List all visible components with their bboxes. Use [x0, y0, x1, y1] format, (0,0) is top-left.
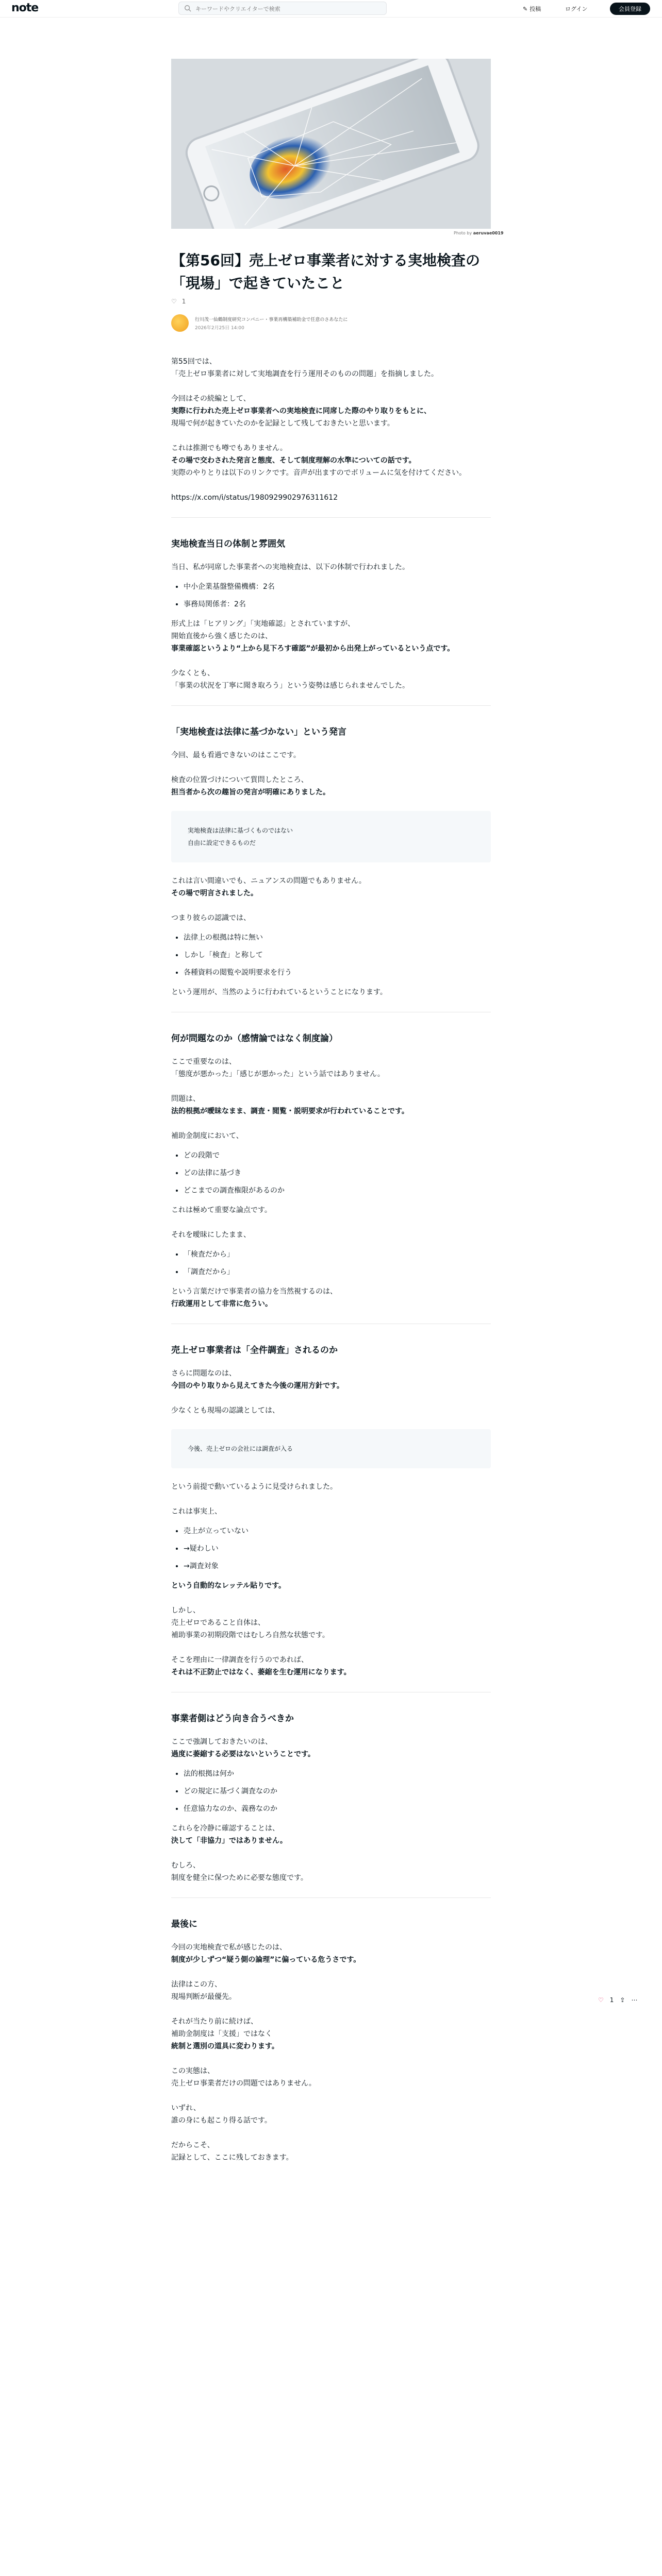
blockquote — [171, 811, 491, 862]
article — [171, 249, 491, 2164]
divider — [171, 517, 491, 518]
paragraph: これは推測でも噂でもありません。 — [171, 444, 287, 452]
post-button[interactable] — [519, 3, 545, 14]
pencil-icon: ✎ — [523, 5, 528, 12]
paragraph: 開始直後から強く感じたのは、 — [171, 632, 272, 640]
author-name[interactable]: 行川茂一仙鶴制度研究コンパニー・事業再構築補助金で任意のさあなたに — [195, 317, 348, 323]
divider — [171, 1897, 491, 1898]
floating-actions — [598, 1996, 637, 2004]
heart-icon[interactable]: ♡ — [598, 1996, 604, 2004]
share-icon[interactable]: ⇪ — [620, 1996, 625, 2004]
paragraph: 事業確認というより“上から見下ろす確認”が最初から出発上がっているという点です。 — [171, 645, 455, 653]
more-icon[interactable]: ⋯ — [631, 1996, 638, 2004]
paragraph: 行政運用として非常に危うい。 — [171, 1300, 272, 1308]
list-item: • しかし「検査」と称して — [184, 949, 491, 961]
list — [171, 1149, 491, 1197]
paragraph: さらに問題なのは、 — [171, 1369, 236, 1378]
paragraph: という自動的なレッテル貼りです。 — [171, 1582, 286, 1590]
list-item: • 「調査だから」 — [184, 1266, 491, 1278]
paragraph: これは言い間違いでも、ニュアンスの問題でもありません。 — [171, 877, 366, 885]
paragraph: 補助金制度において、 — [171, 1132, 243, 1140]
paragraph: それを曖昧にしたまま、 — [171, 1231, 251, 1239]
paragraph: 記録として、ここに残しておきます。 — [171, 2154, 293, 2162]
paragraph: 法律はこの方、 — [171, 1980, 222, 1989]
paragraph: 担当者から次の趣旨の発言が明確にありました。 — [171, 788, 330, 796]
article-title: 【第56回】売上ゼロ事業者に対する実地検査の「現場」で起きていたこと — [171, 252, 480, 292]
paragraph: 今回の実地検査で私が感じたのは、 — [171, 1943, 287, 1952]
paragraph: 制度が少しずつ“疑う側の論理”に偏っている危うさです。 — [171, 1956, 361, 1964]
paragraph: 問題は、 — [171, 1095, 200, 1103]
heart-icon[interactable]: ♡ — [171, 298, 177, 305]
list — [171, 1248, 491, 1278]
author-block[interactable] — [171, 314, 491, 332]
paragraph: という言葉だけで事業者の協力を当然視するのは、 — [171, 1287, 337, 1296]
paragraph: 当日、私が同席した事業者への実地検査は、以下の体制で行われました。 — [171, 563, 409, 571]
quote-line: 自由に設定できるものだ — [188, 839, 256, 846]
section-heading: 事業者側はどう向き合うべきか — [171, 1714, 294, 1724]
paragraph: その場で明言されました。 — [171, 889, 258, 897]
paragraph: むしろ、 — [171, 1861, 200, 1870]
search-icon — [184, 5, 191, 12]
paragraph: 制度を健全に保つために必要な態度です。 — [171, 1874, 308, 1882]
paragraph: 誰の身にも起こり得る話です。 — [171, 2116, 272, 2125]
list-item: • →調査対象 — [184, 1560, 491, 1572]
paragraph: この実態は、 — [171, 2067, 214, 2075]
paragraph: その場で交わされた発言と態度、そして制度理解の水準についての話です。 — [171, 456, 416, 465]
post-label: 投稿 — [529, 6, 541, 12]
paragraph: 法的根拠が曖昧なまま、調査・閲覧・説明要求が行われていることです。 — [171, 1107, 409, 1115]
credit-author[interactable]: aeruvae0019 — [473, 231, 504, 235]
list-item: • 任意協力なのか、義務なのか — [184, 1803, 491, 1815]
list-item: • どの段階で — [184, 1149, 491, 1162]
paragraph: 売上ゼロであること自体は、 — [171, 1619, 265, 1627]
list-item: • 法的根拠は何か — [184, 1768, 491, 1780]
paragraph: これは極めて重要な論点です。 — [171, 1206, 272, 1214]
section-heading: 実地検査当日の体制と雰囲気 — [171, 539, 285, 549]
section-heading: 何が問題なのか（感情論ではなく制度論） — [171, 1033, 338, 1044]
list-item: • 中小企業基盤整備機構：2名 — [184, 581, 491, 593]
paragraph: 「態度が悪かった」「感じが悪かった」という話ではありません。 — [171, 1070, 385, 1078]
section-heading: 「実地検査は法律に基づかない」という発言 — [171, 727, 346, 737]
paragraph: ここで強調しておきたいのは、 — [171, 1738, 272, 1746]
list-item: • 各種資料の閲覧や説明要求を行う — [184, 967, 491, 979]
article-body — [171, 355, 491, 2164]
paragraph: それは不正防止ではなく、萎縮を生む運用になります。 — [171, 1668, 351, 1676]
paragraph: だからこそ、 — [171, 2141, 214, 2149]
paragraph: 補助金制度は「支援」ではなく — [171, 2030, 272, 2038]
paragraph: 「売上ゼロ事業者に対して実地調査を行う運用そのものの問題」を指摘しました。 — [171, 370, 438, 378]
list-item: • どの法律に基づき — [184, 1167, 491, 1179]
paragraph: 今回のやり取りから見えてきた今後の運用方針です。 — [171, 1382, 344, 1390]
paragraph: これらを冷静に確認することは、 — [171, 1824, 279, 1833]
list-item: • どの規定に基づく調査なのか — [184, 1785, 491, 1798]
section-heading: 売上ゼロ事業者は「全件調査」されるのか — [171, 1345, 338, 1355]
list-item: • →疑わしい — [184, 1543, 491, 1555]
paragraph: 「事業の状況を丁寧に聞き取ろう」という姿勢は感じられませんでした。 — [171, 682, 409, 690]
avatar[interactable] — [171, 314, 189, 332]
paragraph: それが当たり前に続けば、 — [171, 2018, 258, 2026]
list-item: • 法律上の根拠は特に無い — [184, 931, 491, 944]
paragraph: ここで重要なのは、 — [171, 1058, 236, 1066]
header — [0, 0, 662, 18]
blockquote — [171, 1429, 491, 1468]
photo-credit — [454, 231, 504, 235]
status-link[interactable]: https://x.com/i/status/1980929902976311612 — [171, 494, 338, 502]
paragraph: 売上ゼロ事業者だけの問題ではありません。 — [171, 2079, 316, 2088]
paragraph: 形式上は「ヒアリング」「実地確認」とされていますが、 — [171, 620, 355, 628]
paragraph: 第55回では、 — [171, 358, 217, 366]
list — [171, 581, 491, 611]
paragraph: 補助事業の初期段階ではむしろ自然な状態です。 — [171, 1631, 329, 1639]
paragraph: 少なくとも現場の認識としては、 — [171, 1406, 279, 1415]
paragraph: 実際のやりとりは以下のリンクです。音声が出ますのでボリュームに気を付けてください。 — [171, 469, 467, 477]
hero-image — [171, 59, 491, 229]
paragraph: 過度に萎縮する必要はないということです。 — [171, 1750, 315, 1758]
section-heading: 最後に — [171, 1919, 197, 1929]
paragraph: 統制と選別の道具に変わります。 — [171, 2042, 279, 2050]
paragraph: つまり彼らの認識では、 — [171, 914, 251, 922]
quote-line: 今後、売上ゼロの会社には調査が入る — [188, 1445, 293, 1452]
paragraph: 実際に行われた売上ゼロ事業者への実地検査に同席した際のやり取りをもとに、 — [171, 407, 431, 415]
quote-line: 実地検査は法律に基づくものではない — [188, 827, 293, 834]
paragraph: しかし、 — [171, 1606, 200, 1615]
article-meta — [171, 298, 491, 305]
divider — [171, 705, 491, 706]
list-item: • 「検査だから」 — [184, 1248, 491, 1261]
signup-button[interactable]: 会員登録 — [610, 3, 650, 15]
paragraph: 少なくとも、 — [171, 669, 214, 677]
paragraph: これは事実上、 — [171, 1507, 222, 1516]
paragraph: 今回、最も看過できないのはここです。 — [171, 751, 301, 759]
paragraph: 現場で何が起きていたのかを記録として残しておきたいと思います。 — [171, 419, 394, 428]
side-like-count: 1 — [609, 1996, 614, 2004]
paragraph: という運用が、当然のように行われているということになります。 — [171, 988, 387, 996]
paragraph: いずれ、 — [171, 2104, 201, 2112]
paragraph: 今回はその続編として、 — [171, 395, 251, 403]
list-item: • どこまでの調査権限があるのか — [184, 1184, 491, 1197]
like-count: 1 — [181, 298, 186, 305]
post-date: 2026年2月25日 14:00 — [195, 325, 244, 331]
credit-prefix: Photo by — [454, 231, 472, 235]
list — [171, 1525, 491, 1572]
search-input[interactable] — [195, 4, 381, 13]
paragraph: 決して「非協力」ではありません。 — [171, 1837, 287, 1845]
list-item: • 売上が立っていない — [184, 1525, 491, 1537]
list — [171, 931, 491, 979]
search-box[interactable] — [178, 2, 387, 15]
paragraph: そこを理由に一律調査を行うのであれば、 — [171, 1656, 308, 1664]
list — [171, 1768, 491, 1815]
paragraph: 検査の位置づけについて質問したところ、 — [171, 776, 308, 784]
paragraph: 現場判断が最優先。 — [171, 1993, 236, 2001]
paragraph: という前提で動いているように見受けられました。 — [171, 1483, 337, 1491]
list-item: • 事務局関係者：2名 — [184, 598, 491, 611]
cracked-phone-image — [171, 59, 491, 229]
note-logo[interactable]: note — [11, 2, 39, 14]
login-button[interactable]: ログイン — [565, 6, 588, 12]
